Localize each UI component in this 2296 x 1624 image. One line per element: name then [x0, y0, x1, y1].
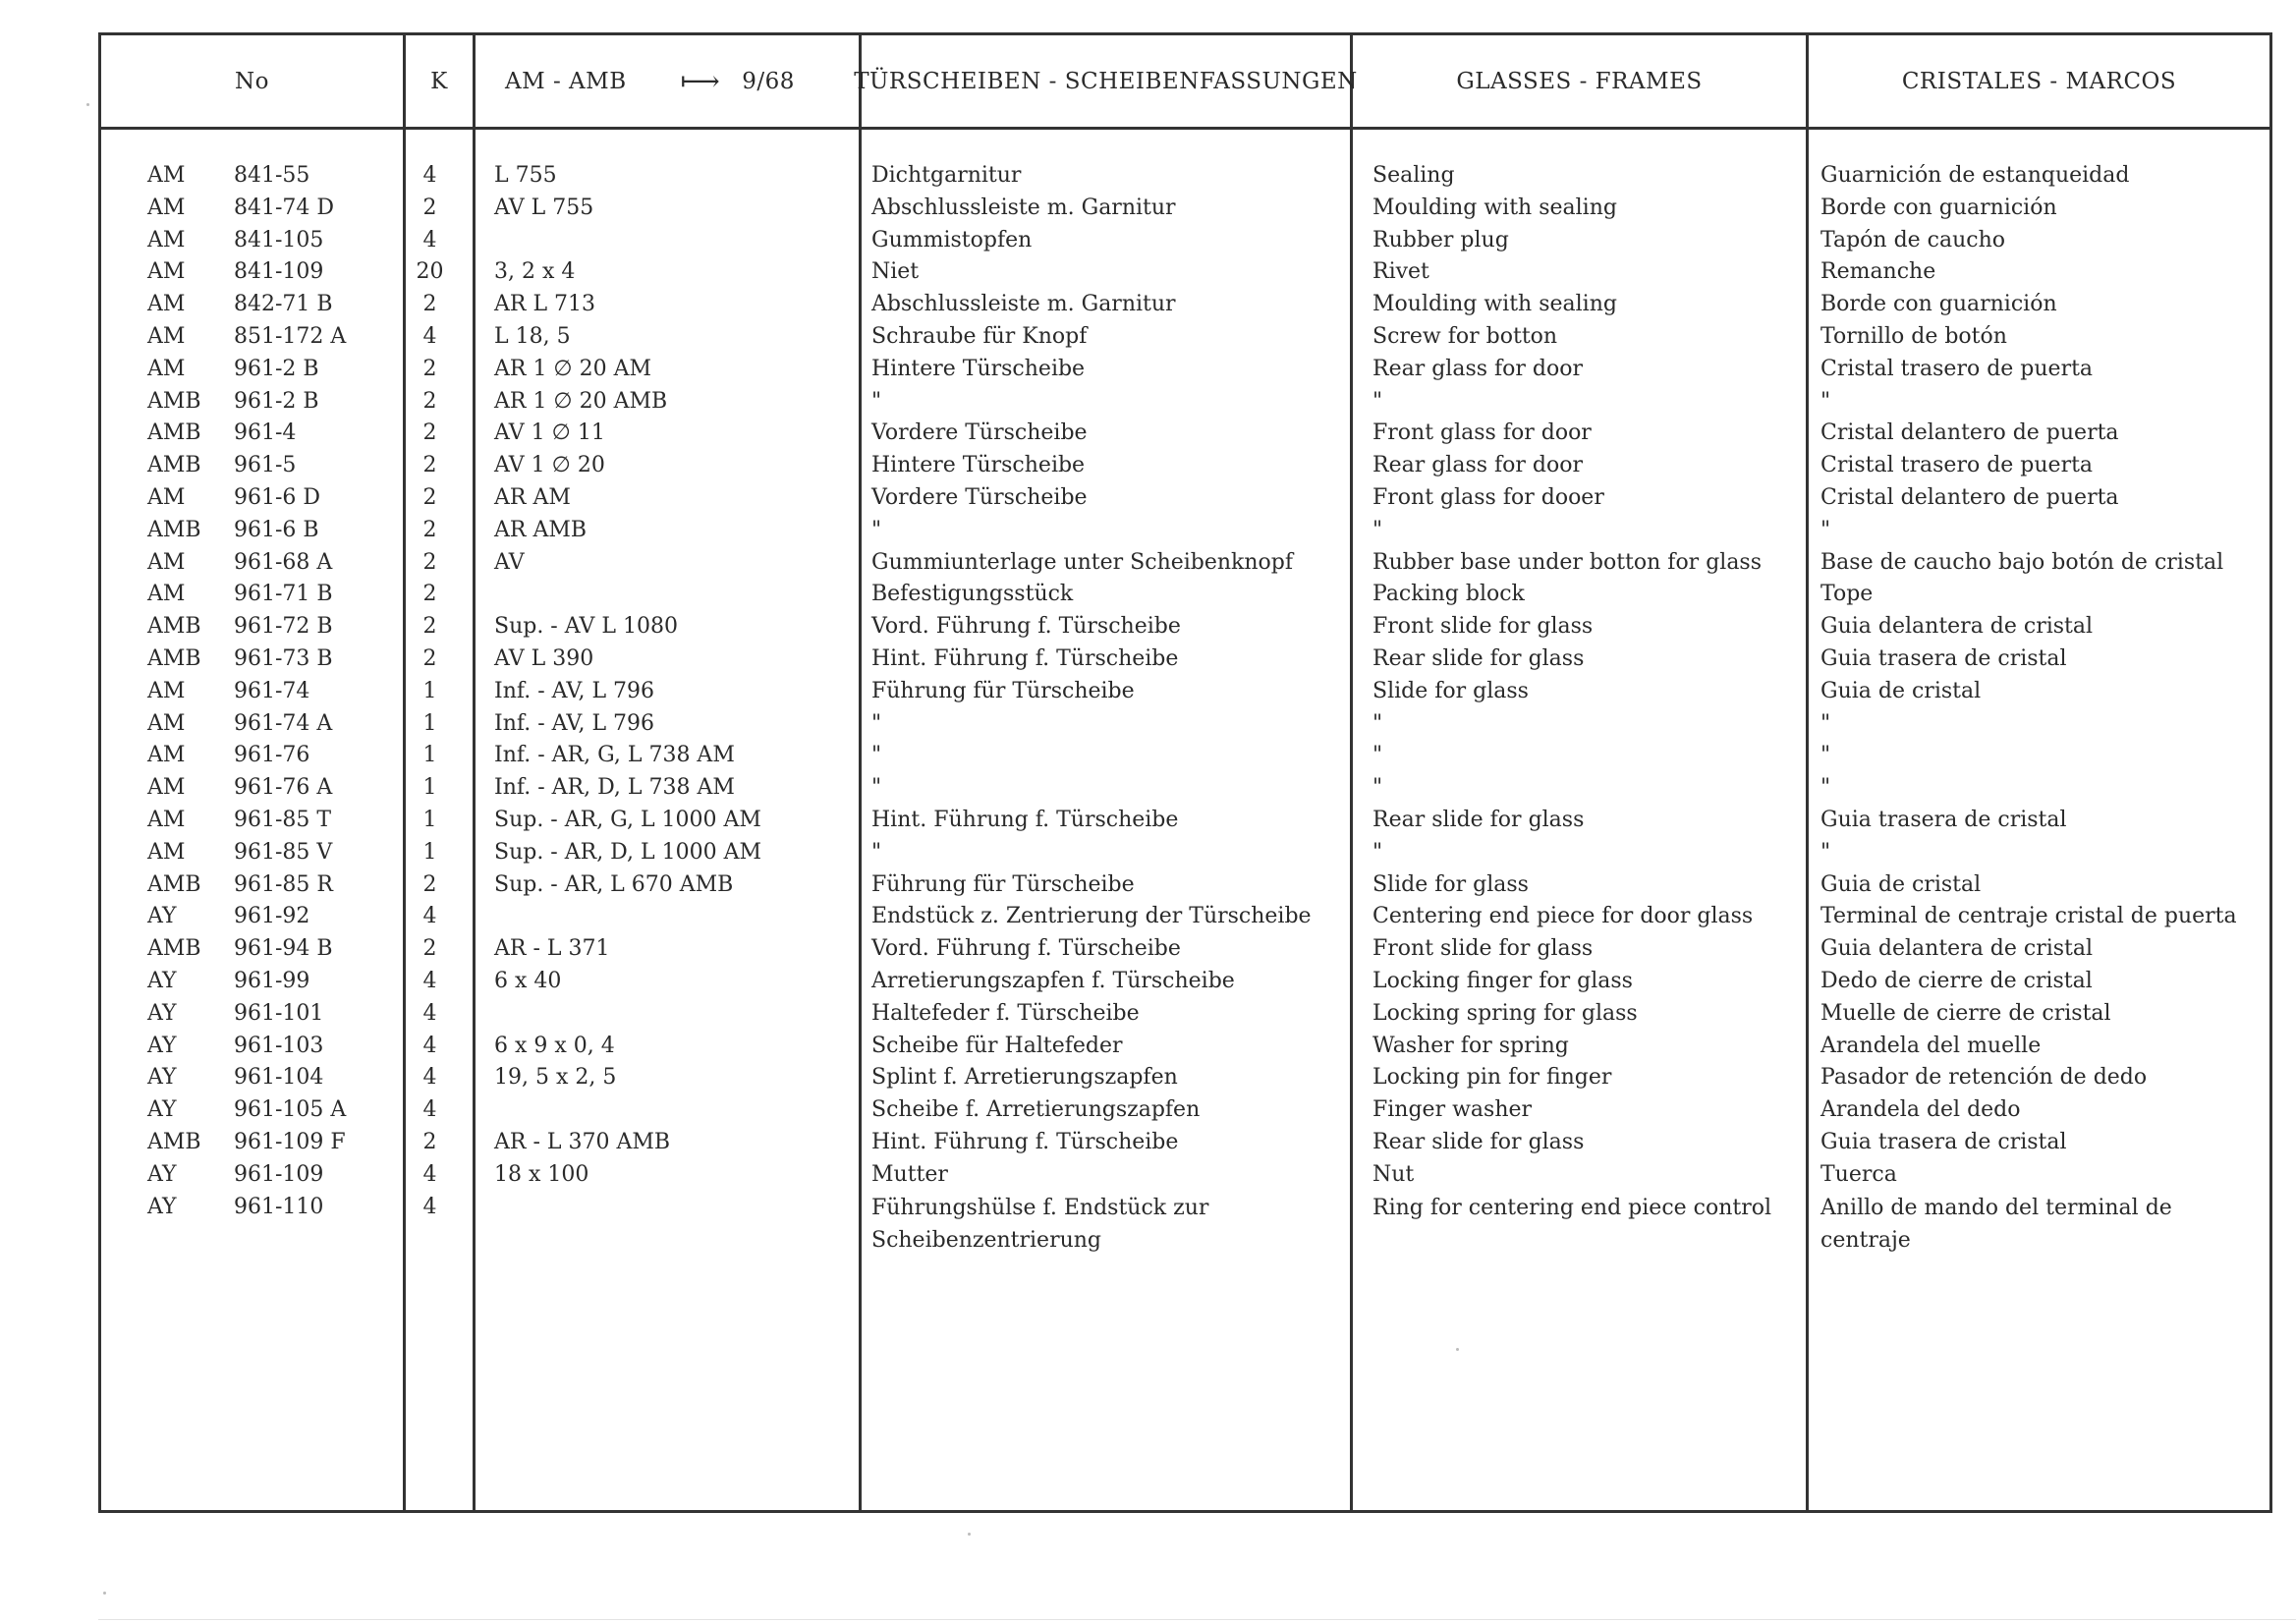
row-german: Führungshülse f. Endstück zur Scheibenzentrierung: [871, 1195, 1209, 1253]
row-dimension: 18 x 100: [494, 1161, 589, 1187]
row-english: Front slide for glass: [1372, 936, 1594, 962]
row-spanish: Base de caucho bajo botón de cristal: [1820, 549, 2224, 575]
row-prefix: AM: [147, 227, 186, 252]
row-prefix: AM: [147, 356, 186, 381]
row-part-number: 961-68 A: [234, 549, 333, 575]
row-english: Packing block: [1372, 582, 1525, 607]
header-english: GLASSES - FRAMES: [1456, 68, 1703, 94]
row-part-number: 961-104: [234, 1065, 324, 1091]
row-quantity: 4: [422, 1194, 437, 1219]
row-part-number: 841-105: [234, 227, 324, 252]
table-row: [0, 579, 2296, 611]
row-english: ": [1372, 743, 1383, 768]
row-spanish: Tapón de caucho: [1820, 227, 2006, 252]
row-part-number: 841-55: [234, 163, 310, 188]
row-spanish: Anillo de mando del terminal de centraje: [1820, 1195, 2172, 1253]
row-german: Führung für Türscheibe: [871, 871, 1135, 897]
row-german: Vord. Führung f. Türscheibe: [871, 614, 1181, 640]
row-spanish: Tope: [1820, 582, 1874, 607]
row-spanish: Muelle de cierre de cristal: [1820, 1000, 2111, 1026]
row-prefix: AM: [147, 323, 186, 349]
row-part-number: 961-85 V: [234, 839, 333, 865]
row-quantity: 1: [422, 775, 437, 801]
row-prefix: AY: [147, 1065, 177, 1091]
arrow-icon: ⟼: [680, 65, 721, 97]
row-spanish: Borde con guarnición: [1820, 195, 2057, 220]
row-part-number: 851-172 A: [234, 323, 347, 349]
row-quantity: 2: [422, 292, 437, 317]
row-german: ": [871, 775, 882, 801]
row-spanish: Guarnición de estanqueidad: [1820, 163, 2130, 188]
row-quantity: 4: [422, 323, 437, 349]
row-german: Vord. Führung f. Türscheibe: [871, 936, 1181, 962]
row-quantity: 1: [422, 743, 437, 768]
row-quantity: 4: [422, 163, 437, 188]
row-spanish: Guia trasera de cristal: [1820, 1129, 2067, 1154]
row-english: Rear glass for door: [1372, 356, 1584, 381]
row-prefix: AY: [147, 1000, 177, 1026]
table-row: [0, 708, 2296, 741]
row-part-number: 841-109: [234, 259, 324, 285]
row-spanish: ": [1820, 775, 1831, 801]
table-row: [0, 193, 2296, 225]
row-quantity: 4: [422, 1000, 437, 1026]
table-row: [0, 644, 2296, 676]
row-prefix: AM: [147, 582, 186, 607]
table-row: [0, 450, 2296, 482]
row-prefix: AM: [147, 195, 186, 220]
table-row: [0, 966, 2296, 998]
row-quantity: 2: [422, 388, 437, 414]
row-german: ": [871, 743, 882, 768]
row-german: Niet: [871, 259, 920, 285]
row-german: Vordere Türscheibe: [871, 484, 1088, 510]
table-row: [0, 933, 2296, 966]
row-dimension: L 18, 5: [494, 323, 571, 349]
table-row: [0, 869, 2296, 902]
row-spanish: ": [1820, 517, 1831, 542]
row-dimension: Inf. - AV, L 796: [494, 678, 655, 703]
table-row: [0, 676, 2296, 708]
row-dimension: AV L 390: [494, 645, 594, 671]
row-prefix: AM: [147, 259, 186, 285]
row-spanish: ": [1820, 743, 1831, 768]
header-no: No: [235, 68, 269, 94]
table-row: [0, 225, 2296, 257]
table-row: [0, 1159, 2296, 1192]
row-prefix: AMB: [147, 517, 201, 542]
row-quantity: 4: [422, 1065, 437, 1091]
row-quantity: 4: [422, 1097, 437, 1123]
row-dimension: Sup. - AR, G, L 1000 AM: [494, 807, 761, 832]
table-row: [0, 160, 2296, 193]
row-part-number: 961-85 T: [234, 807, 332, 832]
row-spanish: Borde con guarnición: [1820, 292, 2057, 317]
row-english: Rubber base under botton for glass: [1372, 549, 1763, 575]
row-english: Front glass for door: [1372, 420, 1592, 446]
row-english: Rubber plug: [1372, 227, 1509, 252]
table-row: [0, 901, 2296, 933]
row-quantity: 2: [422, 453, 437, 478]
row-quantity: 20: [416, 259, 444, 285]
row-german: Haltefeder f. Türscheibe: [871, 1000, 1140, 1026]
row-german: ": [871, 710, 882, 736]
row-german: ": [871, 517, 882, 542]
row-german: Befestigungsstück: [871, 582, 1074, 607]
row-german: Hint. Führung f. Türscheibe: [871, 645, 1179, 671]
row-part-number: 961-76 A: [234, 775, 333, 801]
row-part-number: 961-73 B: [234, 645, 333, 671]
table-row: [0, 515, 2296, 547]
header-spanish: CRISTALES - MARCOS: [1901, 68, 2177, 94]
row-quantity: 4: [422, 904, 437, 929]
row-english: Locking pin for finger: [1372, 1065, 1612, 1091]
table-row: [0, 1127, 2296, 1159]
row-english: Front slide for glass: [1372, 614, 1594, 640]
row-part-number: 961-103: [234, 1033, 324, 1058]
row-part-number: 961-5: [234, 453, 297, 478]
row-prefix: AY: [147, 1194, 177, 1219]
row-part-number: 961-6 B: [234, 517, 319, 542]
row-spanish: Cristal delantero de puerta: [1820, 484, 2119, 510]
row-quantity: 2: [422, 582, 437, 607]
row-spanish: Cristal trasero de puerta: [1820, 356, 2094, 381]
table-row: [0, 289, 2296, 321]
row-part-number: 961-109: [234, 1161, 324, 1187]
row-part-number: 961-2 B: [234, 388, 319, 414]
row-quantity: 4: [422, 227, 437, 252]
row-english: Slide for glass: [1372, 871, 1529, 897]
row-english: Rear slide for glass: [1372, 1129, 1585, 1154]
row-spanish: Guia trasera de cristal: [1820, 645, 2067, 671]
row-prefix: AM: [147, 549, 186, 575]
row-german: Splint f. Arretierungszapfen: [871, 1065, 1178, 1091]
table-row: [0, 354, 2296, 386]
row-dimension: 19, 5 x 2, 5: [494, 1065, 617, 1091]
row-german: Führung für Türscheibe: [871, 678, 1135, 703]
row-spanish: Dedo de cierre de cristal: [1820, 968, 2093, 993]
row-english: Rivet: [1372, 259, 1429, 285]
row-dimension: Sup. - AR, D, L 1000 AM: [494, 839, 762, 865]
row-dimension: AV L 755: [494, 195, 594, 220]
row-prefix: AMB: [147, 871, 201, 897]
row-part-number: 961-6 D: [234, 484, 321, 510]
row-spanish: ": [1820, 710, 1831, 736]
row-prefix: AM: [147, 775, 186, 801]
row-spanish: Guia delantera de cristal: [1820, 614, 2094, 640]
row-german: Gummiunterlage unter Scheibenknopf: [871, 549, 1294, 575]
row-german: ": [871, 388, 882, 414]
row-german: Abschlussleiste m. Garnitur: [871, 195, 1176, 220]
row-prefix: AM: [147, 710, 186, 736]
row-prefix: AM: [147, 807, 186, 832]
table-row: [0, 772, 2296, 805]
row-german: Gummistopfen: [871, 227, 1033, 252]
row-dimension: AR AMB: [494, 517, 588, 542]
table-row: [0, 547, 2296, 580]
row-quantity: 4: [422, 968, 437, 993]
row-spanish: Guia de cristal: [1820, 678, 1982, 703]
row-quantity: 2: [422, 871, 437, 897]
row-part-number: 961-94 B: [234, 936, 333, 962]
row-english: Screw for botton: [1372, 323, 1558, 349]
row-quantity: 2: [422, 420, 437, 446]
row-dimension: 6 x 9 x 0, 4: [494, 1033, 615, 1058]
table-row: [0, 1192, 2296, 1257]
row-dimension: 6 x 40: [494, 968, 562, 993]
table-row: [0, 482, 2296, 515]
row-english: ": [1372, 839, 1383, 865]
row-quantity: 2: [422, 549, 437, 575]
table-row: [0, 805, 2296, 837]
row-english: Rear glass for door: [1372, 453, 1584, 478]
row-prefix: AMB: [147, 1129, 201, 1154]
row-english: Locking spring for glass: [1372, 1000, 1638, 1026]
row-english: ": [1372, 517, 1383, 542]
row-prefix: AMB: [147, 936, 201, 962]
row-spanish: Remanche: [1820, 259, 1936, 285]
row-part-number: 961-99: [234, 968, 310, 993]
table-row: [0, 1094, 2296, 1127]
row-english: Moulding with sealing: [1372, 292, 1617, 317]
row-prefix: AMB: [147, 388, 201, 414]
row-english: Rear slide for glass: [1372, 807, 1585, 832]
row-dimension: Inf. - AR, D, L 738 AM: [494, 775, 735, 801]
row-dimension: AR 1 ∅ 20 AM: [494, 356, 651, 381]
row-prefix: AM: [147, 484, 186, 510]
row-quantity: 2: [422, 936, 437, 962]
row-english: Sealing: [1372, 163, 1455, 188]
row-part-number: 961-74 A: [234, 710, 333, 736]
row-part-number: 961-2 B: [234, 356, 319, 381]
row-spanish: Guia trasera de cristal: [1820, 807, 2067, 832]
row-spanish: Arandela del muelle: [1820, 1033, 2042, 1058]
table-row: [0, 386, 2296, 419]
row-german: Scheibe f. Arretierungszapfen: [871, 1097, 1201, 1123]
row-dimension: Sup. - AR, L 670 AMB: [494, 871, 734, 897]
row-dimension: AR - L 370 AMB: [494, 1129, 671, 1154]
scan-edge: [98, 1619, 2296, 1620]
row-english: ": [1372, 388, 1383, 414]
header-german: TÜRSCHEIBEN - SCHEIBENFASSUNGEN: [854, 68, 1358, 94]
parts-table-body: [0, 160, 2296, 1257]
row-dimension: Inf. - AV, L 796: [494, 710, 655, 736]
row-part-number: 961-74: [234, 678, 310, 703]
header-model-label: AM - AMB: [505, 68, 627, 94]
row-german: Mutter: [871, 1161, 948, 1187]
row-quantity: 1: [422, 678, 437, 703]
row-english: Locking finger for glass: [1372, 968, 1633, 993]
row-quantity: 4: [422, 1033, 437, 1058]
row-english: Rear slide for glass: [1372, 645, 1585, 671]
row-english: Moulding with sealing: [1372, 195, 1617, 220]
header-k: K: [430, 68, 448, 94]
row-spanish: Terminal de centraje cristal de puerta: [1820, 904, 2237, 929]
row-quantity: 2: [422, 645, 437, 671]
row-prefix: AY: [147, 1097, 177, 1123]
row-prefix: AM: [147, 678, 186, 703]
row-part-number: 841-74 D: [234, 195, 335, 220]
row-english: Nut: [1372, 1161, 1415, 1187]
row-dimension: Inf. - AR, G, L 738 AM: [494, 743, 735, 768]
row-part-number: 961-76: [234, 743, 310, 768]
table-row: [0, 740, 2296, 772]
row-quantity: 1: [422, 710, 437, 736]
row-part-number: 961-109 F: [234, 1129, 346, 1154]
table-row: [0, 321, 2296, 354]
row-english: Slide for glass: [1372, 678, 1529, 703]
row-part-number: 961-85 R: [234, 871, 333, 897]
row-english: Finger washer: [1372, 1097, 1533, 1123]
table-row: [0, 1031, 2296, 1063]
row-dimension: AR 1 ∅ 20 AMB: [494, 388, 668, 414]
row-german: Hint. Führung f. Türscheibe: [871, 1129, 1179, 1154]
row-dimension: AR AM: [494, 484, 571, 510]
table-row: [0, 998, 2296, 1031]
row-dimension: AR - L 371: [494, 936, 610, 962]
row-prefix: AMB: [147, 645, 201, 671]
row-dimension: L 755: [494, 163, 557, 188]
row-dimension: Sup. - AV L 1080: [494, 614, 678, 640]
row-spanish: Tornillo de botón: [1820, 323, 2007, 349]
row-prefix: AM: [147, 743, 186, 768]
row-english: Front glass for dooer: [1372, 484, 1604, 510]
row-german: Hintere Türscheibe: [871, 356, 1086, 381]
row-quantity: 2: [422, 614, 437, 640]
row-spanish: Pasador de retención de dedo: [1820, 1065, 2148, 1091]
row-english: Ring for centering end piece control: [1372, 1195, 1772, 1220]
row-part-number: 961-71 B: [234, 582, 333, 607]
row-german: Abschlussleiste m. Garnitur: [871, 292, 1176, 317]
row-quantity: 2: [422, 356, 437, 381]
row-dimension: 3, 2 x 4: [494, 259, 576, 285]
row-spanish: Arandela del dedo: [1820, 1097, 2021, 1123]
row-german: Vordere Türscheibe: [871, 420, 1088, 446]
row-prefix: AMB: [147, 453, 201, 478]
row-german: Arretierungszapfen f. Türscheibe: [871, 968, 1235, 993]
header-rule: [98, 127, 2272, 130]
row-prefix: AY: [147, 1033, 177, 1058]
row-part-number: 842-71 B: [234, 292, 333, 317]
row-quantity: 2: [422, 1129, 437, 1154]
row-spanish: Guia de cristal: [1820, 871, 1982, 897]
table-row: [0, 1062, 2296, 1094]
row-prefix: AM: [147, 292, 186, 317]
table-row: [0, 611, 2296, 644]
row-english: Washer for spring: [1372, 1033, 1569, 1058]
row-part-number: 961-92: [234, 904, 310, 929]
header-date: 9/68: [742, 68, 795, 94]
table-row: [0, 418, 2296, 450]
row-german: Hint. Führung f. Türscheibe: [871, 807, 1179, 832]
row-part-number: 961-72 B: [234, 614, 333, 640]
row-prefix: AY: [147, 904, 177, 929]
row-german: Dichtgarnitur: [871, 163, 1022, 188]
row-dimension: AR L 713: [494, 292, 596, 317]
row-prefix: AY: [147, 968, 177, 993]
table-row: [0, 256, 2296, 289]
row-english: ": [1372, 775, 1383, 801]
row-prefix: AMB: [147, 614, 201, 640]
row-spanish: Cristal trasero de puerta: [1820, 453, 2094, 478]
row-quantity: 2: [422, 517, 437, 542]
table-row: [0, 837, 2296, 869]
row-spanish: Tuerca: [1820, 1161, 1897, 1187]
row-quantity: 1: [422, 839, 437, 865]
row-quantity: 1: [422, 807, 437, 832]
row-english: Centering end piece for door glass: [1372, 904, 1754, 929]
row-prefix: AM: [147, 163, 186, 188]
header-model: [505, 35, 859, 127]
row-german: Hintere Türscheibe: [871, 453, 1086, 478]
row-prefix: AY: [147, 1161, 177, 1187]
row-spanish: ": [1820, 839, 1831, 865]
row-part-number: 961-101: [234, 1000, 324, 1026]
row-german: ": [871, 839, 882, 865]
row-part-number: 961-4: [234, 420, 297, 446]
row-part-number: 961-110: [234, 1194, 324, 1219]
row-prefix: AM: [147, 839, 186, 865]
row-german: Schraube für Knopf: [871, 323, 1088, 349]
row-quantity: 2: [422, 484, 437, 510]
row-dimension: AV 1 ∅ 20: [494, 453, 605, 478]
row-quantity: 4: [422, 1161, 437, 1187]
row-spanish: Cristal delantero de puerta: [1820, 420, 2119, 446]
row-quantity: 2: [422, 195, 437, 220]
row-dimension: AV 1 ∅ 11: [494, 420, 605, 446]
row-dimension: AV: [494, 549, 525, 575]
row-spanish: Guia delantera de cristal: [1820, 936, 2094, 962]
row-german: Scheibe für Haltefeder: [871, 1033, 1123, 1058]
row-part-number: 961-105 A: [234, 1097, 347, 1123]
row-spanish: ": [1820, 388, 1831, 414]
row-german: Endstück z. Zentrierung der Türscheibe: [871, 904, 1312, 929]
row-prefix: AMB: [147, 420, 201, 446]
row-english: ": [1372, 710, 1383, 736]
